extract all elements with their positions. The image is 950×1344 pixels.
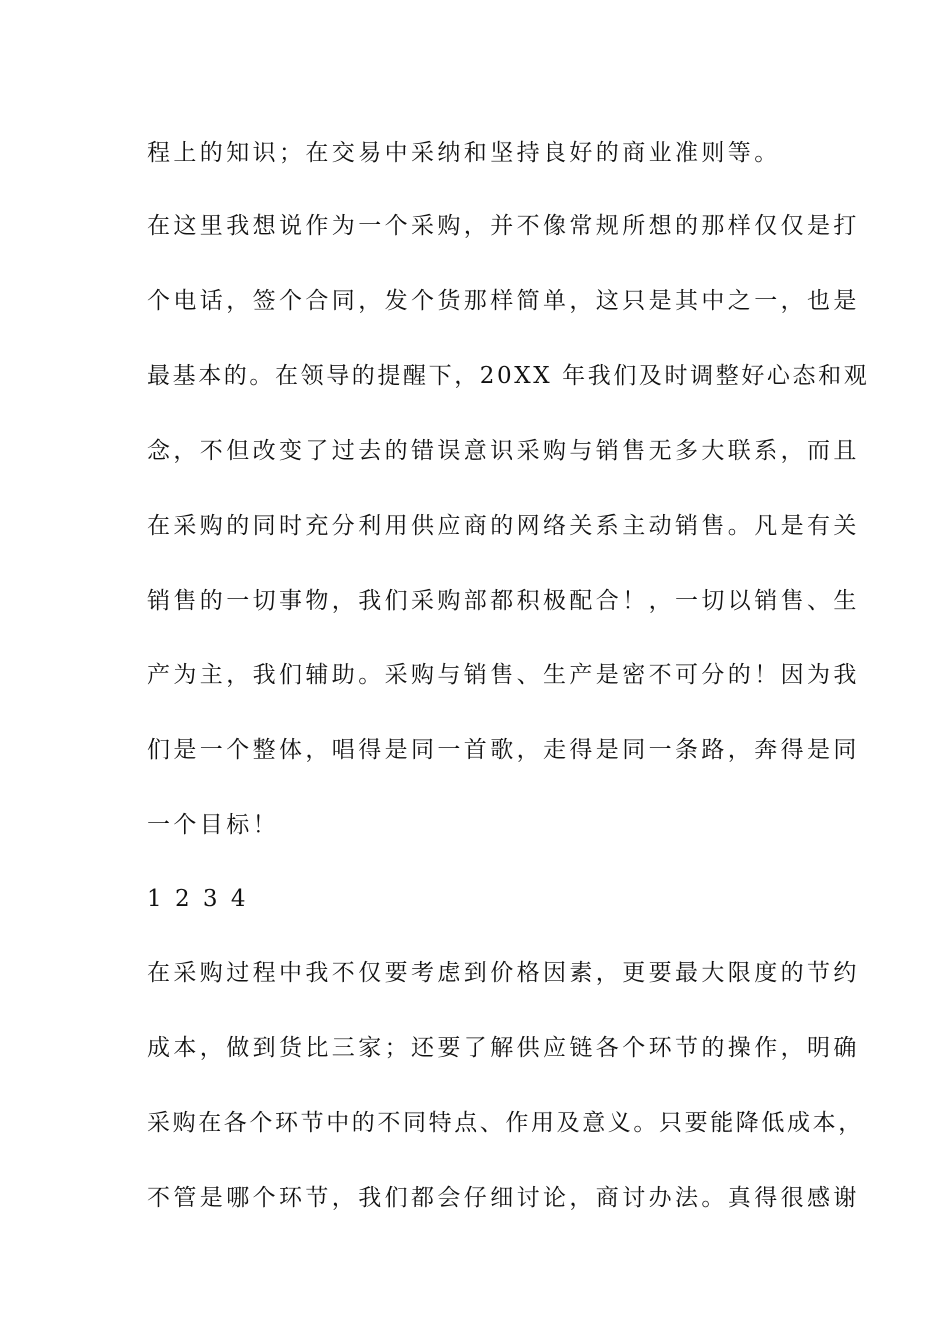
paragraph-line: 产为主，我们辅助。采购与销售、生产是密不可分的！因为我	[147, 662, 860, 688]
paragraph-line: 成本，做到货比三家；还要了解供应链各个环节的操作，明确	[147, 1035, 860, 1061]
paragraph-line: 在采购过程中我不仅要考虑到价格因素，更要最大限度的节约	[147, 960, 860, 986]
paragraph-line: 不管是哪个环节，我们都会仔细讨论，商讨办法。真得很感谢	[147, 1185, 860, 1211]
paragraph-line: 程上的知识；在交易中采纳和坚持良好的商业准则等。	[147, 140, 781, 166]
paragraph-line: 在采购的同时充分利用供应商的网络关系主动销售。凡是有关	[147, 513, 860, 539]
paragraph-line: 最基本的。在领导的提醒下，20XX 年我们及时调整好心态和观	[147, 363, 870, 389]
paragraph-line: 销售的一切事物，我们采购部都积极配合！，一切以销售、生	[147, 588, 860, 614]
paragraph-line: 采购在各个环节中的不同特点、作用及意义。只要能降低成本，	[147, 1110, 864, 1136]
page-numbers-line: 1 2 3 4	[147, 886, 246, 912]
paragraph-line: 们是一个整体，唱得是同一首歌，走得是同一条路，奔得是同	[147, 737, 860, 763]
paragraph-line: 在这里我想说作为一个采购，并不像常规所想的那样仅仅是打	[147, 213, 860, 239]
paragraph-line: 念，不但改变了过去的错误意识采购与销售无多大联系，而且	[147, 438, 860, 464]
paragraph-line: 一个目标！	[147, 812, 279, 838]
paragraph-line: 个电话，签个合同，发个货那样简单，这只是其中之一，也是	[147, 288, 860, 314]
